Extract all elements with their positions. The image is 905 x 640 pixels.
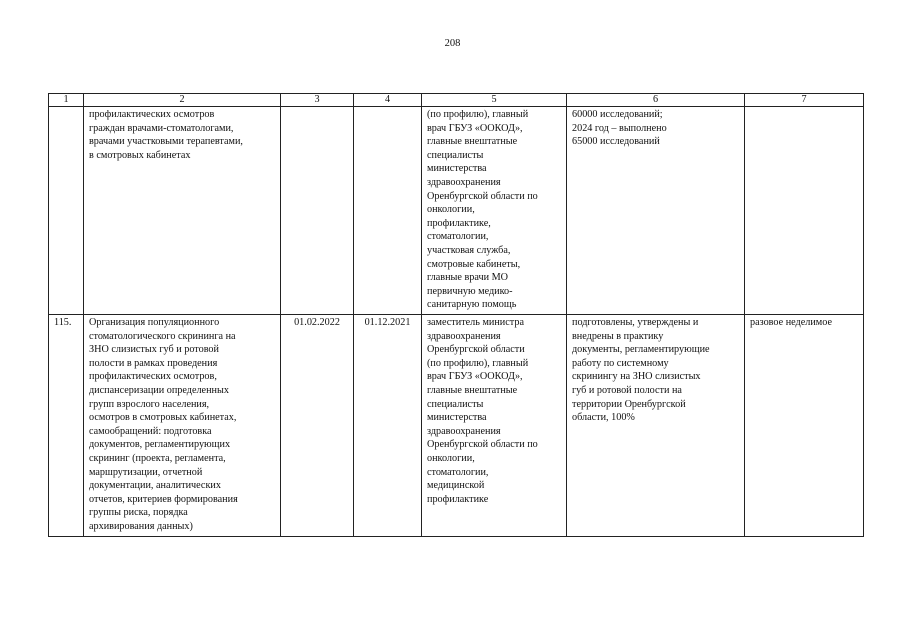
result-cell [567,107,745,315]
column-header: 2 [84,94,281,107]
cell-text-line: внедрены в практику [572,330,664,342]
cell-text-line: министерства [427,163,487,175]
table-row [49,107,864,315]
cell-text-line: стоматологии, [427,466,489,478]
cell-text-line: профилактике, [427,217,491,229]
cell-text-line: групп взрослого населения, [89,398,210,410]
cell-text-line: граждан врачами-стоматологами, [89,122,234,134]
cell-text-line: диспансеризации определенных [89,384,229,396]
cell-text-line: здравоохранения [427,425,501,437]
start-date-cell: 01.02.2022 [281,315,354,537]
cell-text-line: смотровые кабинеты, [427,258,521,270]
measure-cell [84,315,281,537]
cell-text-line: главные врачи МО [427,272,508,284]
cell-text-line: документации, аналитических [89,480,221,492]
cell-text-line: профилактических осмотров [89,109,215,120]
cell-text-line: стоматологического скрининга на [89,330,236,342]
cell-text-line: осмотров в смотровых кабинетах, [89,412,237,424]
cell-text-line: 2024 год – выполнено [572,122,667,134]
column-header: 1 [49,94,84,107]
cell-text-line: специалисты [427,149,484,161]
cell-text-line: министерства [427,412,487,424]
table-row [49,315,864,537]
cell-text-line: здравоохранения [427,330,501,342]
cell-text-line: архивирования данных) [89,520,193,532]
cell-text-line: участковая служба, [427,244,511,256]
cell-text-line: первичную медико- [427,285,513,297]
cell-text-line: Оренбургской области по [427,190,538,202]
cell-text-line: скринингу на ЗНО слизистых [572,371,701,383]
cell-text-line: профилактике [427,493,489,505]
cell-text-line: области, 100% [572,412,635,424]
cell-text-line: 65000 исследований [572,136,660,148]
cell-text-line: Организация популяционного [89,317,220,328]
cell-text-line: заместитель министра [427,317,524,328]
column-header: 3 [281,94,354,107]
cell-text-line: онкологии, [427,204,475,216]
responsible-cell [422,315,567,537]
cell-text-line: полости в рамках проведения [89,357,218,369]
cell-text-line: стоматологии, [427,231,489,243]
cell-text-line: 60000 исследований; [572,109,663,120]
cell-text-line: территории Оренбургской [572,398,686,410]
cell-text-line: здравоохранения [427,176,501,188]
cell-text-line: маршрутизации, отчетной [89,466,203,478]
responsible-cell [422,107,567,315]
cell-text-line: (по профилю), главный [427,109,529,120]
cell-text-line: медицинской [427,480,485,492]
column-header: 5 [422,94,567,107]
measures-table [48,93,864,537]
cell-text-line: губ и ротовой полости на [572,384,682,396]
start-date-cell [281,107,354,315]
cell-text-line: Оренбургской области по [427,439,538,451]
result-type-cell: разовое неделимое [745,315,864,537]
cell-text-line: в смотровых кабинетах [89,149,191,161]
cell-text-line: работу по системному [572,357,669,369]
table-header-row [49,94,864,107]
cell-text-line: Оренбургской области [427,344,525,356]
row-number-cell: 115. [49,315,84,537]
result-cell [567,315,745,537]
cell-text-line: врач ГБУЗ «ООКОД», [427,371,523,383]
cell-text-line: специалисты [427,398,484,410]
cell-text-line: врачами участковыми терапевтами, [89,136,243,148]
end-date-cell: 01.12.2021 [354,315,422,537]
cell-text-line: самообращений: подготовка [89,425,212,437]
cell-text-line: санитарную помощь [427,299,517,311]
end-date-cell [354,107,422,315]
cell-text-line: скрининг (проекта, регламента, [89,452,226,464]
cell-text-line: онкологии, [427,452,475,464]
cell-text-line: ЗНО слизистых губ и ротовой [89,344,219,356]
cell-text-line: группы риска, порядка [89,507,188,519]
cell-text-line: отчетов, критериев формирования [89,493,238,505]
cell-text-line: врач ГБУЗ «ООКОД», [427,122,523,134]
cell-text-line: главные внештатные [427,136,518,148]
measure-cell [84,107,281,315]
cell-text-line: документы, регламентирующие [572,344,710,356]
column-header: 7 [745,94,864,107]
cell-text-line: профилактических осмотров, [89,371,217,383]
cell-text-line: главные внештатные [427,384,518,396]
cell-text-line: (по профилю), главный [427,357,529,369]
row-number-cell [49,107,84,315]
result-type-cell [745,107,864,315]
cell-text-line: подготовлены, утверждены и [572,317,699,328]
page-number: 208 [444,38,461,49]
cell-text-line: документов, регламентирующих [89,439,231,451]
column-header: 6 [567,94,745,107]
column-header: 4 [354,94,422,107]
